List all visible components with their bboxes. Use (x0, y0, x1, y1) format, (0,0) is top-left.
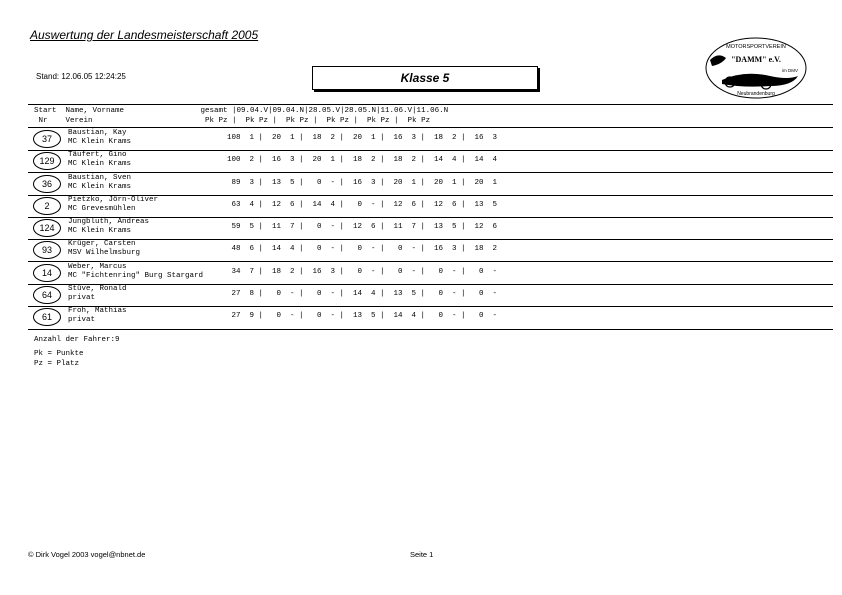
table-row (28, 128, 833, 150)
driver-name: Weber, Marcus (68, 263, 127, 271)
driver-club: MC Klein Krams (68, 183, 132, 191)
table-bottom-rule (28, 329, 833, 330)
table-row (28, 284, 833, 306)
table-top-rule (28, 104, 833, 105)
driver-name: Baustian, Sven (68, 174, 132, 182)
logo-middle-text: "DAMM" e.V. (731, 55, 781, 64)
table-header-line2: Nr Verein Pk Pz | Pk Pz | Pk Pz | Pk Pz | Pk Pz | Pk Pz (34, 117, 431, 125)
score-cells: 59 5 | 11 7 | 0 - | 12 6 | 11 7 | 13 5 | 12 6 (227, 223, 498, 231)
legend-pk: Pk = Punkte (34, 350, 84, 358)
driver-club: MC Klein Krams (68, 227, 132, 235)
legend-pz: Pz = Platz (34, 360, 80, 368)
score-cells: 34 7 | 18 2 | 16 3 | 0 - | 0 - | 0 - | 0 - (227, 268, 498, 276)
driver-name: Pietzko, Jörn-Oliver (68, 196, 159, 204)
driver-name: Krüger, Carsten (68, 240, 136, 248)
driver-club: MC Klein Krams (68, 138, 132, 146)
start-number-badge: 37 (33, 130, 61, 148)
table-row (28, 239, 833, 261)
score-cells: 48 6 | 14 4 | 0 - | 0 - | 0 - | 16 3 | 18 2 (227, 245, 498, 253)
logo-motorcycle-icon (722, 74, 798, 87)
driver-name: Jungbluth, Andreas (68, 218, 150, 226)
score-cells: 27 8 | 0 - | 0 - | 14 4 | 13 5 | 0 - | 0 - (227, 290, 498, 298)
table-row (28, 150, 833, 172)
driver-club: privat (68, 316, 96, 324)
start-number-badge: 124 (33, 219, 61, 237)
logo-side-text: im DMV (782, 68, 798, 73)
table-header-line1: Start Name, Vorname gesamt |09.04.V|09.04.N|28.05.V|28.05.N|11.06.V|11.06.N (34, 107, 449, 115)
start-number-badge: 64 (33, 286, 61, 304)
logo-flag-icon (710, 55, 726, 66)
driver-name: Baustian, Kay (68, 129, 127, 137)
logo-bottom-text: Neubrandenburg (737, 91, 775, 97)
driver-club: MC Grevesmühlen (68, 205, 136, 213)
page-title: Auswertung der Landesmeisterschaft 2005 (30, 28, 259, 42)
score-cells: 63 4 | 12 6 | 14 4 | 0 - | 12 6 | 12 6 | 13 5 (227, 201, 498, 209)
club-logo (704, 36, 808, 100)
klasse-box (312, 66, 538, 90)
table-row (28, 195, 833, 217)
start-number-badge: 14 (33, 264, 61, 282)
stand-timestamp: Stand: 12.06.05 12:24:25 (36, 72, 126, 81)
driver-club: MC "Fichtenring" Burg Stargard (68, 272, 204, 280)
table-row (28, 173, 833, 195)
driver-name: Täufert, Gino (68, 151, 127, 159)
logo-top-text: MOTORSPORTVEREIN (726, 44, 786, 50)
klasse-label: Klasse 5 (400, 71, 450, 85)
start-number-badge: 36 (33, 175, 61, 193)
page-number: Seite 1 (410, 550, 434, 559)
table-row (28, 262, 833, 284)
driver-club: MC Klein Krams (68, 160, 132, 168)
start-number-badge: 61 (33, 308, 61, 326)
score-cells: 27 9 | 0 - | 0 - | 13 5 | 14 4 | 0 - | 0 - (227, 312, 498, 320)
copyright-footer: © Dirk Vogel 2003 vogel@nbnet.de (28, 550, 146, 559)
score-cells: 108 1 | 20 1 | 18 2 | 20 1 | 16 3 | 18 2 | 16 3 (227, 134, 498, 142)
start-number-badge: 129 (33, 152, 61, 170)
score-cells: 100 2 | 16 3 | 20 1 | 18 2 | 18 2 | 14 4 | 14 4 (227, 156, 498, 164)
table-row (28, 217, 833, 239)
score-cells: 89 3 | 13 5 | 0 - | 16 3 | 20 1 | 20 1 | 20 1 (227, 179, 498, 187)
driver-club: privat (68, 294, 96, 302)
start-number-badge: 2 (33, 197, 61, 215)
table-row (28, 306, 833, 328)
driver-club: MSV Wilhelmsburg (68, 249, 141, 257)
driver-name: Stüve, Ronald (68, 285, 127, 293)
driver-name: Froh, Mathias (68, 307, 127, 315)
driver-count: Anzahl der Fahrer:9 (34, 336, 120, 344)
start-number-badge: 93 (33, 241, 61, 259)
